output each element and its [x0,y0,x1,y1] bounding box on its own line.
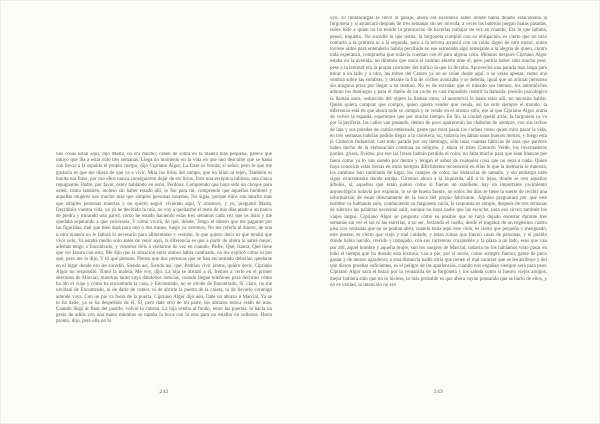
page-right-body-text: oyó. El montacargas le llevó al garaje, ahora era necesario saber dónde había dejado estacionada la furgoneta y si arrancará después de tres semanas sin ser movida, a veces las baterías juegan malas pasadas, sobre todo a quien no ha tenido la precaución de hacerlas trabajar de vez en cuando, Era lo que faltaba, pensó, inquieto. No sucedió lo que temía, la furgoneta cumplió con su obligación, es cierto que no hizo contacto a la primera ni a la segunda, pero a la tercera arrancó con un ruido digno de otro motor, quien tuviese oídos para entenderlo habría percibido en ese estruendo algo semejante a la alegría de quien, contra toda esperanza, comprueba que todavía cuentan con él para alguna cosa. Minutos después Cipriano Algor estaba en la avenida, no diremos que tenía el camino abierto ante él, pero podría haber sido mucho peor, pese a la lentitud era la propia corriente del tráfico la que lo llevaba. Aprovechó una parada más larga para mirar a un lado y a otro, las torres del Centro ya no se veían desde aquí, o se veían apenas, como una sombra sobre las sombras, y delante la fila de coches avanzaba y se detenía, igual que un animal perezoso sin ninguna prisa por llegar a su destino. No es de extrañar que el tránsito sea intenso, los automóviles adoran los domingos y para el dueño de un coche es casi imposible resistir la llamada, presión psicológica la llaman unos, seducción del objeto la llaman otros, al automóvil le basta estar allí, no necesita hablar. Quien quiera comprar que compre, quien quiera vender que venda, así ha sido siempre el mundo, la diferencia está en que ahora todo se compra y se vende en el mismo sitio, ese al que Cipriano Algor acaba de volver la espalda, esperemos que por mucho tiempo. En fin, la ciudad quedó atrás, la furgoneta ya va por la periferia, las calles van pasando, dentro de poco aparecerán las chabolas de siempre, con sus techos de lata y sus paredes de cartón embreado, gente que mira pasar los coches como quien mira pasar la vida, en tres semanas habrían podido llegar a la carretera, no, todavía les faltan unos buenos metros, y luego está el Cinturón Industrial, casi todo parado por ser domingo, sólo unas cuantas fábricas de esas que parecen haber hecho de la elaboración continua su religión, y ahora el triste Cinturón Verde, los invernaderos pardos, grises, lívidos, por eso las fresas habrán perdido el color, no falta mucho para que sean blancas por fuera como ya lo van siendo por dentro y tengan el sabor de cualquier cosa que no sepa a nada. Quien haya conocido estas tierras en otros tiempos difícilmente reconocerá en ellas lo que la memoria le muestra, los caminos han cambiado de lugar, los campos de color, las distancias de tamaño, y sin embargo todo sigue exactamente donde estaba. Giremos ahora a la izquierda, allí a lo lejos, donde se ven aquellos árboles, sí, aquellos que están juntos como si fueran un ramillete, hay un importante yacimiento arqueológico todavía por explorar, lo sé de buena fuente, no todos los días se tiene la suerte de recibir una información de estas directamente de la boca del propio fabricante. Alguien preguntará por qué este hombre va hablando solo, conduciendo su furgoneta vacía, la respuesta es simple, después de tres semanas de silencio las palabras necesitan salir, aunque no haya nadie que las escuche, para eso sirven también los viajes largos. Cipriano Algor se pregunta cómo es posible que se haya dejado encerrar durante tres semanas sin ver el sol ni las estrellas, a no ser, forzando el cuello, desde el tragaluz de un trigésimo cuarto piso con ventanas que no se podían abrir, cuando tenía aquí este cielo, es cierto que pequeño y menguado, este puente, es cierto que viejo y mal cuidado, y estas ruinas que fueron casas de personas, y el pueblo donde había nacido, crecido y trabajado, con sus carreteras cruzándolo y la plaza a un lado, esos que van por allí, aquel hombre y aquella mujer, son los suegros de Marcial, todavía no los habíamos visto pasar en todo el tiempo que ha durado esta historia, van a pie, por el arcén, como siempre fueron, gente de poco gastar y de menos agradecer, a esta distancia nadie diría que tienen el mal carácter que se les atribuye y del que dieron pruebas suficientes, es el peligro de las apariencias, cuando nos engañan siempre será para peor. Cipriano Algor saca el brazo por la ventanilla de la furgoneta y los saluda como si fuesen viejos amigos, mejor hubiera sido que no lo hiciese, lo más probable es que ahora vayan pensando que se burló de ellos, y no es verdad, la intención no era [330,16,547,288]
page-left-body-text: Sus cosas están aquí, dijo Marta, no era mucho, caben de sobra en la maleta más pequeña, parece que intuyó que iba a estar sólo tres semanas, Llega un momento en la vida en que uno descubre que se basta con llevar a la espalda el propio cuerpo, dijo Cipriano Algor, La frase es bonita, sí señor, pero lo que me gustaría es que me dijera de qué va a vivir, Mira los lirios del campo, que no hilan ni tejen, También es bonita esa frase, por eso ellos nunca consiguieron dejar de ser lirios, Eres una escéptica rabiosa, una cínica repugnante, Padre, por favor, estoy hablando en serio, Perdona, Comprendo que haya sido un choque para usted, como también, incluso sin haber estado allí, lo fue para mí, comprendo que aquellos hombres y aquellas mujeres son mucho más que simples personas muertas, No sigas, porque ellos son mucho más que simples personas muertas y no quiero seguir viviendo aquí, Y nosotros, y yo, preguntó Marta, Decidiréis vuestra vida, yo ya he decidido la mía, no voy a quedarme el resto de mis días atado a un banco de piedra y mirando una pared, como he estado haciendo estas tres semanas cada vez que os ibais y me quedaba esperando a que volvieseis, Y cómo vivirá, de qué, dónde, Tengo el dinero que me pagaron por las figurillas, mal que bien dará para uno o dos meses, luego ya veremos, No me refería al dinero, de una u otra manera no le faltará lo necesario para alimentarse y vestirse, lo que quiero decir es que tendrá que vivir solo, Ya estaba medio solo antes de venir aquí, la diferencia es que a partir de ahora lo sabré mejor, además tengo a Encontrado, y vosotros iréis a visitarme de vez en cuando, Padre, Qué, Isaura, Qué tiene que ver Isaura con esto, Me dijo que la situación entre ambos había cambiado, no me explicó cómo ni por qué, pero me lo dijo, Y tú qué piensas, Pienso que dos personas que se han encontrado deberían quedarse en el lugar donde eso les sucedió, Siendo así, Siendo así, qué, Podrían vivir juntos, quiero decir, Cipriano Algor no respondió. Tomó la maleta, Me voy, dijo. La hija se abrazó a él, Iremos a verle en el primer descanso de Marcial, mientras tanto vaya dándonos noticias, cuando llegue telefonee para decirnos cómo ha ido el viaje y cómo ha encontrado la casa, y Encontrado, no se olvide de Encontrado, Sí, claro, no me olvidaré de Encontrado, ni de darle de comer, ni de abrirle la puerta de la caseta, ni de llevarlo conmigo adonde vaya. Con un pie ya fuera de la puerta, Cipriano Algor dijo aún, Dale un abrazo a Marcial, Ya se lo ha dado, ya se ha despedido de él, Sí, pero dale otro de mi parte, los abrazos nunca están de más. Cuando llegó al final del pasillo, volvió la cabeza. La hija estaba al fondo, entre las puertas, le hacía un gesto de adiós con una mano mientras se tapaba la boca con la otra para no estallar en sollozos. Hasta pronto, dijo, pero ella no lo [56,152,272,325]
page-left-number: 242 [159,389,169,395]
page-right-number: 243 [433,389,444,395]
